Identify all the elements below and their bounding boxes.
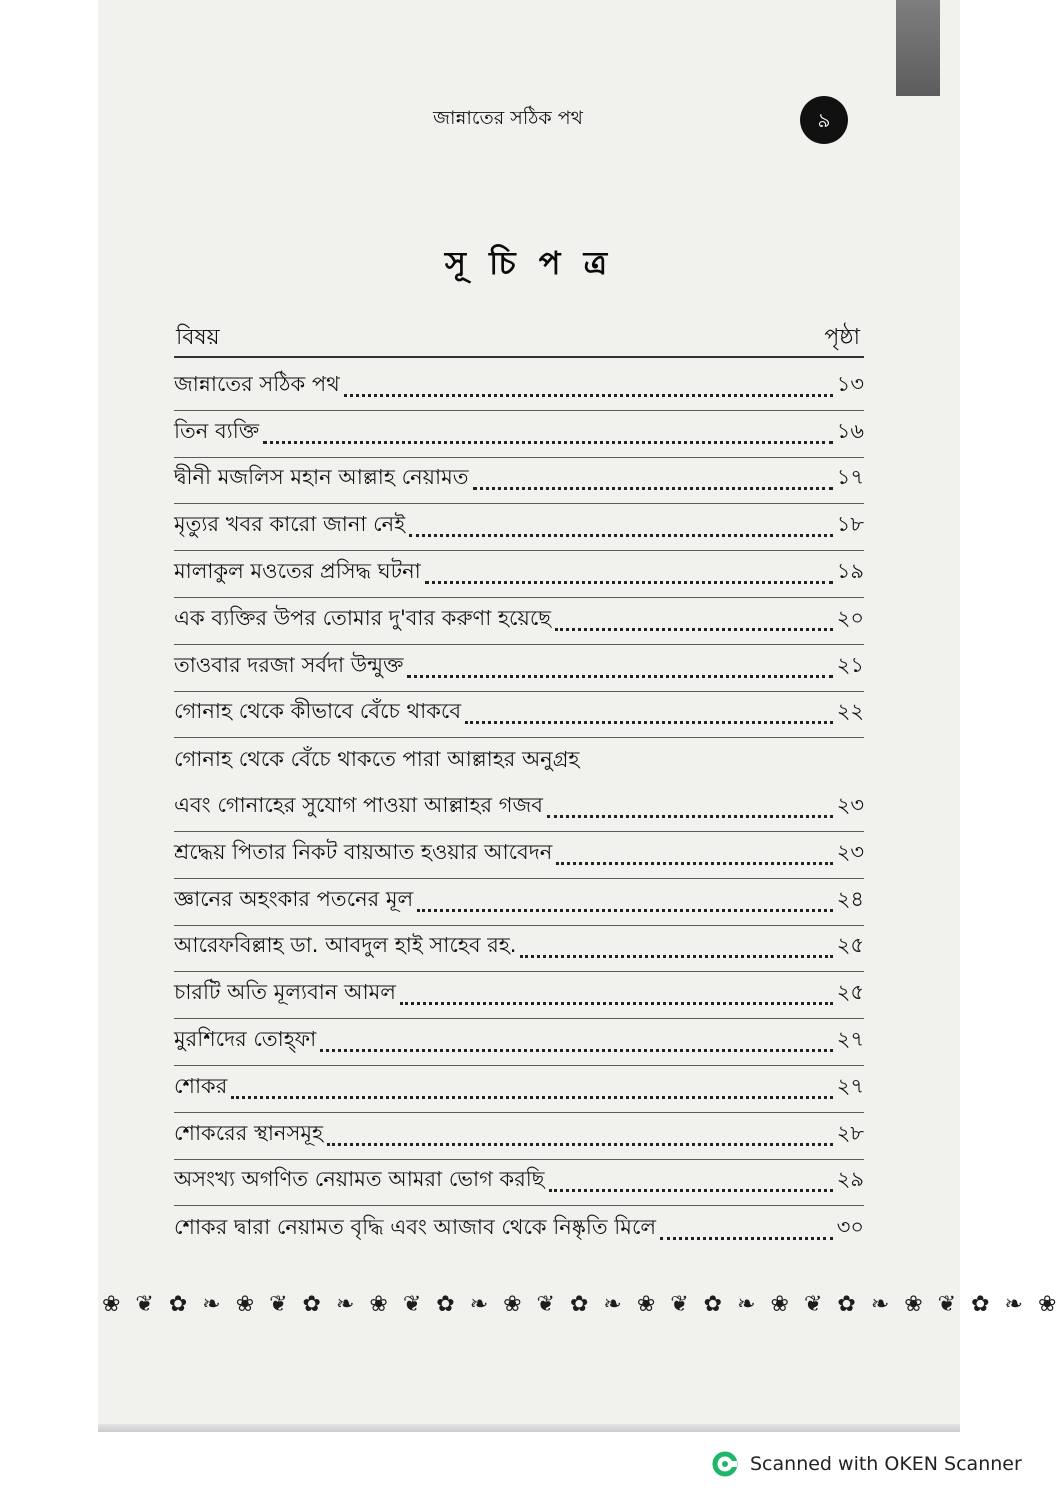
toc-entry — [174, 972, 864, 1019]
scanner-watermark — [712, 1449, 1022, 1479]
toc-entry — [174, 738, 864, 785]
dot-leader — [344, 394, 833, 397]
toc-entry-title: শোকর — [174, 1073, 228, 1098]
toc-entry — [174, 832, 864, 879]
toc-entry-title: জ্ঞানের অহংকার পতনের মূল — [174, 886, 414, 911]
toc-entry — [174, 645, 864, 692]
toc-entry-page: ২৫ — [836, 933, 864, 958]
dot-leader — [327, 1143, 833, 1146]
toc-entry — [174, 785, 864, 832]
toc-entry-title: দ্বীনী মজলিস মহান আল্লাহ নেয়ামত — [174, 465, 469, 490]
toc-entry — [174, 458, 864, 505]
toc-entry-title: অসংখ্য অগণিত নেয়ামত আমরা ভোগ করছি — [174, 1167, 545, 1192]
toc-entry-title: গোনাহ থেকে কীভাবে বেঁচে থাকবে — [174, 699, 462, 724]
column-header-topic: বিষয় — [176, 325, 220, 350]
toc-entry — [174, 879, 864, 926]
toc-entry-title: মালাকুল মওতের প্রসিদ্ধ ঘটনা — [174, 558, 421, 583]
toc-entry-title: শোকরের স্থানসমূহ — [174, 1120, 324, 1145]
dot-leader — [555, 628, 833, 631]
dot-leader — [320, 1049, 833, 1052]
toc-list — [174, 364, 864, 1253]
toc-entry — [174, 1019, 864, 1066]
dot-leader — [425, 581, 833, 584]
oken-scanner-logo-icon — [712, 1451, 738, 1477]
dot-leader — [400, 1002, 833, 1005]
toc-entry — [174, 411, 864, 458]
toc-entry — [174, 598, 864, 645]
toc-entry-page: ১৩ — [836, 371, 864, 396]
dot-leader — [547, 815, 833, 818]
toc-entry-page: ২৫ — [836, 980, 864, 1005]
toc-entry-page: ১৮ — [836, 512, 864, 537]
toc-entry-title: শ্রদ্ধেয় পিতার নিকট বায়আত হওয়ার আবেদন — [174, 839, 553, 864]
dot-leader — [473, 487, 833, 490]
toc-entry-title: গোনাহ থেকে বেঁচে থাকতে পারা আল্লাহর অনুগ্রহ — [174, 747, 580, 772]
toc-entry — [174, 504, 864, 551]
dot-leader — [263, 441, 833, 444]
toc-entry-page: ২৩ — [836, 839, 864, 864]
toc-entry-page: ৩০ — [836, 1215, 864, 1240]
spine-tab — [896, 0, 940, 96]
toc-entry-title: তাওবার দরজা সর্বদা উন্মুক্ত — [174, 652, 404, 677]
toc-entry — [174, 1206, 864, 1253]
toc-entry-title: শোকর দ্বারা নেয়ামত বৃদ্ধি এবং আজাব থেকে নিষ্কৃতি মিলে — [174, 1215, 657, 1240]
toc-entry — [174, 692, 864, 739]
dot-leader — [465, 721, 833, 724]
toc-entry-page: ২০ — [836, 605, 864, 630]
toc-entry-title: জান্নাতের সঠিক পথ — [174, 371, 340, 396]
toc-entry — [174, 1066, 864, 1113]
toc-entry-page: ২৮ — [836, 1120, 864, 1145]
dot-leader — [409, 534, 833, 537]
toc-entry-title: তিন ব্যক্তি — [174, 418, 260, 443]
toc-entry-page: ১৯ — [836, 558, 864, 583]
toc-entry — [174, 926, 864, 973]
toc-entry-title: এক ব্যক্তির উপর তোমার দু'বার করুণা হয়েছে — [174, 605, 552, 630]
toc-entry — [174, 551, 864, 598]
toc-title: সূ চি প ত্র — [444, 244, 614, 282]
toc-entry — [174, 364, 864, 411]
toc-entry-page: ২৭ — [836, 1073, 864, 1098]
dot-leader — [417, 909, 833, 912]
toc-entry-title: এবং গোনাহের সুযোগ পাওয়া আল্লাহর গজব — [174, 792, 543, 817]
toc-entry-page: ২৭ — [836, 1026, 864, 1051]
toc-entry-title: মুরশিদের তোহ্ফা — [174, 1026, 317, 1051]
toc-entry-page: ১৭ — [836, 465, 864, 490]
toc-entry-page: ২২ — [836, 699, 864, 724]
scanner-label: Scanned with OKEN Scanner — [750, 1453, 1022, 1475]
dot-leader — [231, 1096, 832, 1099]
page-number: ৯ — [800, 96, 848, 144]
book-page — [98, 0, 1060, 1432]
toc-entry-page: ২৯ — [836, 1167, 864, 1192]
dot-leader — [520, 955, 832, 958]
running-title: জান্নাতের সঠিক পথ — [433, 107, 583, 129]
toc-entry-page: ২৩ — [836, 792, 864, 817]
column-header-page: পৃষ্ঠা — [824, 325, 860, 350]
toc-entry-page: ২১ — [836, 652, 864, 677]
toc-entry-title: চারটি অতি মূল্যবান আমল — [174, 980, 396, 1005]
page-edge-shadow — [98, 1424, 960, 1432]
dot-leader — [556, 862, 832, 865]
dot-leader — [549, 1189, 833, 1192]
floral-ornament-border: ❀ ❦ ✿ ❧ ❀ ❦ ✿ ❧ ❀ ❦ ✿ ❧ ❀ ❦ ✿ ❧ ❀ ❦ ✿ ❧ ❀ ❦ ✿ ❧ ❀ ❦ ✿ ❧ ❀ — [102, 1292, 1060, 1317]
dot-leader — [407, 675, 832, 678]
header-divider — [174, 356, 864, 358]
toc-entry-title: মৃত্যুর খবর কারো জানা নেই — [174, 512, 406, 537]
dot-leader — [660, 1237, 833, 1240]
toc-entry-title: আরেফবিল্লাহ ডা. আবদুল হাই সাহেব রহ. — [174, 933, 517, 958]
toc-entry — [174, 1160, 864, 1207]
toc-entry-page: ১৬ — [836, 418, 864, 443]
toc-entry-page: ২৪ — [836, 886, 864, 911]
toc-entry — [174, 1113, 864, 1160]
